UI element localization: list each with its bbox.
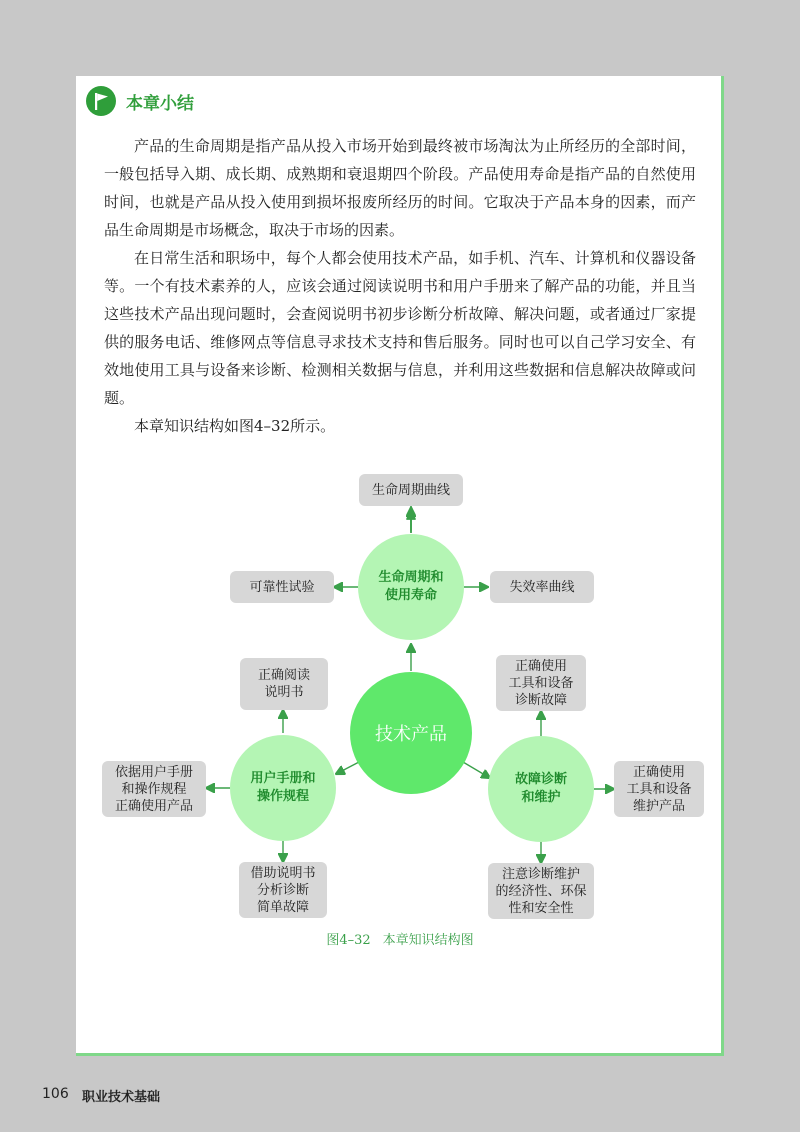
- node-use-tools-diagnose: 正确使用 工具和设备 诊断故障: [496, 655, 586, 711]
- node-lifecycle-curve: 生命周期曲线: [359, 474, 463, 506]
- node-use-tools-maintain: 正确使用 工具和设备 维护产品: [614, 761, 704, 817]
- node-diagnose-simple-faults: 借助说明书 分析诊断 简单故障: [239, 862, 327, 918]
- summary-card: [76, 76, 724, 1056]
- paragraph: 产品的生命周期是指产品从投入市场开始到最终被市场淘汰为止所经历的全部时间，一般包括导入期、成长期、成熟期和衰退期四个阶段。产品使用寿命是指产品的自然使用时间，也就是产品从投入使用到损坏报废所经历的时间。它取决于产品本身的因素，而产品生命周期是市场概念，取决于市场的因素。: [104, 137, 696, 239]
- book-title: 职业技术基础: [82, 1090, 161, 1105]
- node-failure-rate-curve: 失效率曲线: [490, 571, 594, 603]
- paragraph: 本章知识结构如图4–32所示。: [134, 417, 336, 435]
- node-reliability-test: 可靠性试验: [230, 571, 334, 603]
- figure-caption: [76, 929, 724, 948]
- node-manual-and-procedures: 用户手册和 操作规程: [230, 735, 336, 841]
- node-economy-environment-safety: 注意诊断维护 的经济性、环保 性和安全性: [488, 863, 594, 919]
- node-lifecycle-and-lifespan: 生命周期和 使用寿命: [358, 534, 464, 640]
- section-title: 本章小结: [126, 94, 194, 114]
- paragraph: 在日常生活和职场中，每个人都会使用技术产品，如手机、汽车、计算机和仪器设备等。一个有技术素养的人，应该会通过阅读说明书和用户手册来了解产品的功能，并且当这些技术产品出现问题时，会查阅说明书初步诊断分析故障、解决问题，或者通过厂家提供的服务电话、维修网点等信息寻求技术支持和售后服务。同时也可以自己学习安全、有效地使用工具与设备来诊断、检测相关数据与信息，并利用这些数据和信息解决故障或问题。: [104, 249, 696, 407]
- node-read-manual: 正确阅读 说明书: [240, 658, 328, 710]
- node-fault-diagnosis-and-maintenance: 故障诊断 和维护: [488, 736, 594, 842]
- node-use-per-manual: 依据用户手册 和操作规程 正确使用产品: [102, 761, 206, 817]
- figure-title: 本章知识结构图: [382, 933, 474, 948]
- figure-number: 图4–32: [326, 933, 371, 948]
- node-tech-product: 技术产品: [350, 672, 472, 794]
- page-number: 106: [42, 1086, 69, 1102]
